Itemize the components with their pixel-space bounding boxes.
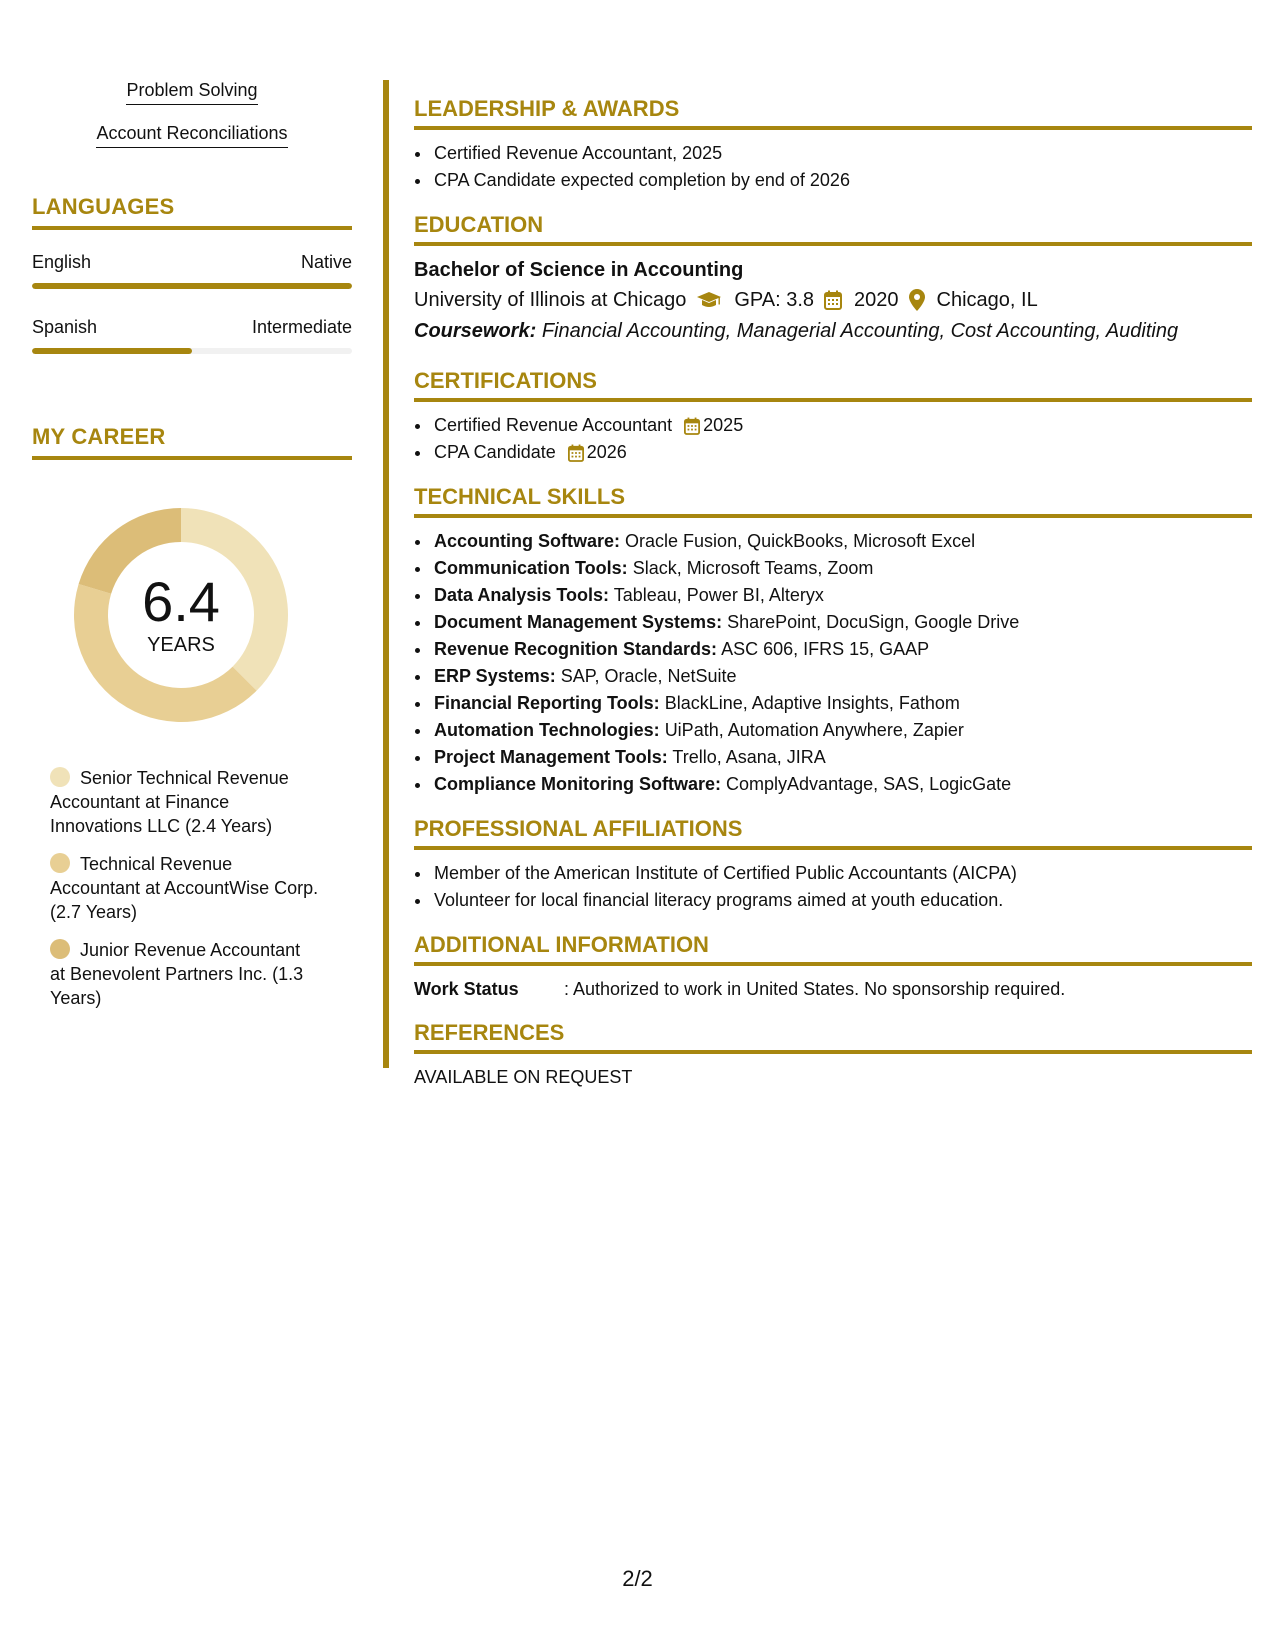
school-location: Chicago, IL — [936, 289, 1038, 311]
education-details — [414, 284, 1252, 316]
certifications-section — [414, 368, 1252, 466]
legend-dot-icon — [50, 853, 70, 873]
coursework-list: Financial Accounting, Managerial Accounting, Cost Accounting, Auditing — [541, 320, 1179, 342]
skill-values: Trello, Asana, JIRA — [672, 747, 826, 767]
leadership-section — [414, 96, 1252, 194]
education-section — [414, 212, 1252, 346]
language-name: English — [32, 252, 92, 272]
list-item: • CPA Candidate expected completion by end of 2026 — [432, 167, 1252, 194]
graduation-cap-icon — [696, 290, 722, 310]
certification-year: 2025 — [703, 415, 744, 435]
work-status-label: Work Status — [414, 979, 519, 999]
graduation-year: 2020 — [854, 289, 899, 311]
skill-category: Data Analysis Tools: — [434, 585, 610, 605]
skill-category: Revenue Recognition Standards: — [434, 639, 718, 659]
list-item: • Volunteer for local financial literacy programs aimed at youth education. — [432, 887, 1252, 914]
certification-item — [432, 412, 1252, 439]
skill-values: SAP, Oracle, NetSuite — [560, 666, 737, 686]
work-status-row — [414, 976, 1252, 1002]
legend-dot-icon — [50, 767, 70, 787]
skill-item — [432, 717, 1252, 744]
skill-values: SharePoint, DocuSign, Google Drive — [727, 612, 1020, 632]
coursework-label: Coursework: — [414, 320, 537, 342]
calendar-icon — [568, 444, 584, 462]
career-role-label: Senior Technical Revenue Accountant at Finance Innovations LLC (2.4 Years) — [50, 768, 289, 836]
language-level: Intermediate — [251, 317, 352, 337]
language-level: Native — [300, 252, 352, 272]
career-total-unit: YEARS — [147, 633, 215, 656]
skill-values: Tableau, Power BI, Alteryx — [613, 585, 824, 605]
references-text: AVAILABLE ON REQUEST — [414, 1067, 633, 1087]
career-legend-item — [50, 766, 320, 838]
skill-values: ComplyAdvantage, SAS, LogicGate — [726, 774, 1012, 794]
technical-skills-section — [414, 484, 1252, 798]
skill-category: ERP Systems: — [434, 666, 556, 686]
list-item: • Member of the American Institute of Certified Public Accountants (AICPA) — [432, 860, 1252, 887]
certification-year: 2026 — [586, 442, 627, 462]
coursework — [414, 316, 1252, 346]
legend-dot-icon — [50, 939, 70, 959]
skill-values: BlackLine, Adaptive Insights, Fathom — [664, 693, 960, 713]
additional-info-heading: ADDITIONAL INFORMATION — [414, 932, 1252, 966]
technical-skills-heading: TECHNICAL SKILLS — [414, 484, 1252, 518]
skill-category: Communication Tools: — [434, 558, 628, 578]
skill-values: Oracle Fusion, QuickBooks, Microsoft Excel — [625, 531, 976, 551]
work-status-value: : Authorized to work in United States. No sponsorship required. — [564, 979, 1066, 999]
career-total-years: 6.4 — [142, 569, 220, 633]
certifications-heading: CERTIFICATIONS — [414, 368, 1252, 402]
affiliations-section — [414, 816, 1252, 914]
education-heading: EDUCATION — [414, 212, 1252, 246]
skill-category: Accounting Software: — [434, 531, 621, 551]
language-bar-fill — [32, 283, 352, 289]
certification-name: • CPA Candidate — [434, 442, 556, 462]
skill-category: Financial Reporting Tools: — [434, 693, 660, 713]
skill-item — [432, 582, 1252, 609]
career-donut-chart — [66, 500, 296, 730]
right-column — [414, 96, 1252, 1108]
page-number: 2/2 — [622, 1566, 653, 1591]
skill-item — [432, 528, 1252, 555]
skill-label: Problem Solving — [126, 80, 257, 105]
certification-name: • Certified Revenue Accountant — [434, 415, 673, 435]
skill-label: Account Reconciliations — [96, 123, 287, 148]
skill-tag — [32, 123, 352, 148]
skill-values: ASC 606, IFRS 15, GAAP — [721, 639, 930, 659]
skill-item — [432, 690, 1252, 717]
skill-item — [432, 609, 1252, 636]
skill-item — [432, 663, 1252, 690]
skill-category: Project Management Tools: — [434, 747, 668, 767]
career-legend — [50, 766, 320, 1010]
calendar-icon — [684, 417, 700, 435]
additional-info-section — [414, 932, 1252, 1002]
donut-center — [66, 500, 296, 730]
language-item — [32, 252, 352, 289]
affiliations-heading: PROFESSIONAL AFFILIATIONS — [414, 816, 1252, 850]
career-heading: MY CAREER — [32, 424, 352, 460]
career-role-label: Technical Revenue Accountant at AccountWise Corp. (2.7 Years) — [50, 854, 319, 922]
gpa: GPA: 3.8 — [734, 289, 815, 311]
list-item: • Certified Revenue Accountant, 2025 — [432, 140, 1252, 167]
language-bar — [32, 348, 352, 354]
language-bar — [32, 283, 352, 289]
career-legend-item — [50, 852, 320, 924]
certification-item — [432, 439, 1252, 466]
calendar-icon — [824, 290, 842, 310]
skill-category: Compliance Monitoring Software: — [434, 774, 722, 794]
skill-values: Slack, Microsoft Teams, Zoom — [632, 558, 874, 578]
languages-heading: LANGUAGES — [32, 194, 352, 230]
degree-title: Bachelor of Science in Accounting — [414, 259, 744, 281]
language-name: Spanish — [32, 317, 98, 337]
career-legend-item — [50, 938, 320, 1010]
language-item — [32, 317, 352, 354]
language-bar-fill — [32, 348, 192, 354]
skill-tag — [32, 80, 352, 105]
location-pin-icon — [909, 289, 925, 311]
skill-category: Document Management Systems: — [434, 612, 723, 632]
skill-item — [432, 555, 1252, 582]
references-heading: REFERENCES — [414, 1020, 1252, 1054]
school-name: University of Illinois at Chicago — [414, 289, 687, 311]
skill-category: Automation Technologies: — [434, 720, 660, 740]
skill-values: UiPath, Automation Anywhere, Zapier — [664, 720, 964, 740]
career-role-label: Junior Revenue Accountant at Benevolent Partners Inc. (1.3 Years) — [50, 940, 304, 1008]
left-column — [32, 80, 352, 1024]
skill-item — [432, 771, 1252, 798]
column-divider — [383, 80, 389, 1068]
references-section — [414, 1020, 1252, 1090]
leadership-heading: LEADERSHIP & AWARDS — [414, 96, 1252, 130]
skill-item — [432, 744, 1252, 771]
skill-item — [432, 636, 1252, 663]
